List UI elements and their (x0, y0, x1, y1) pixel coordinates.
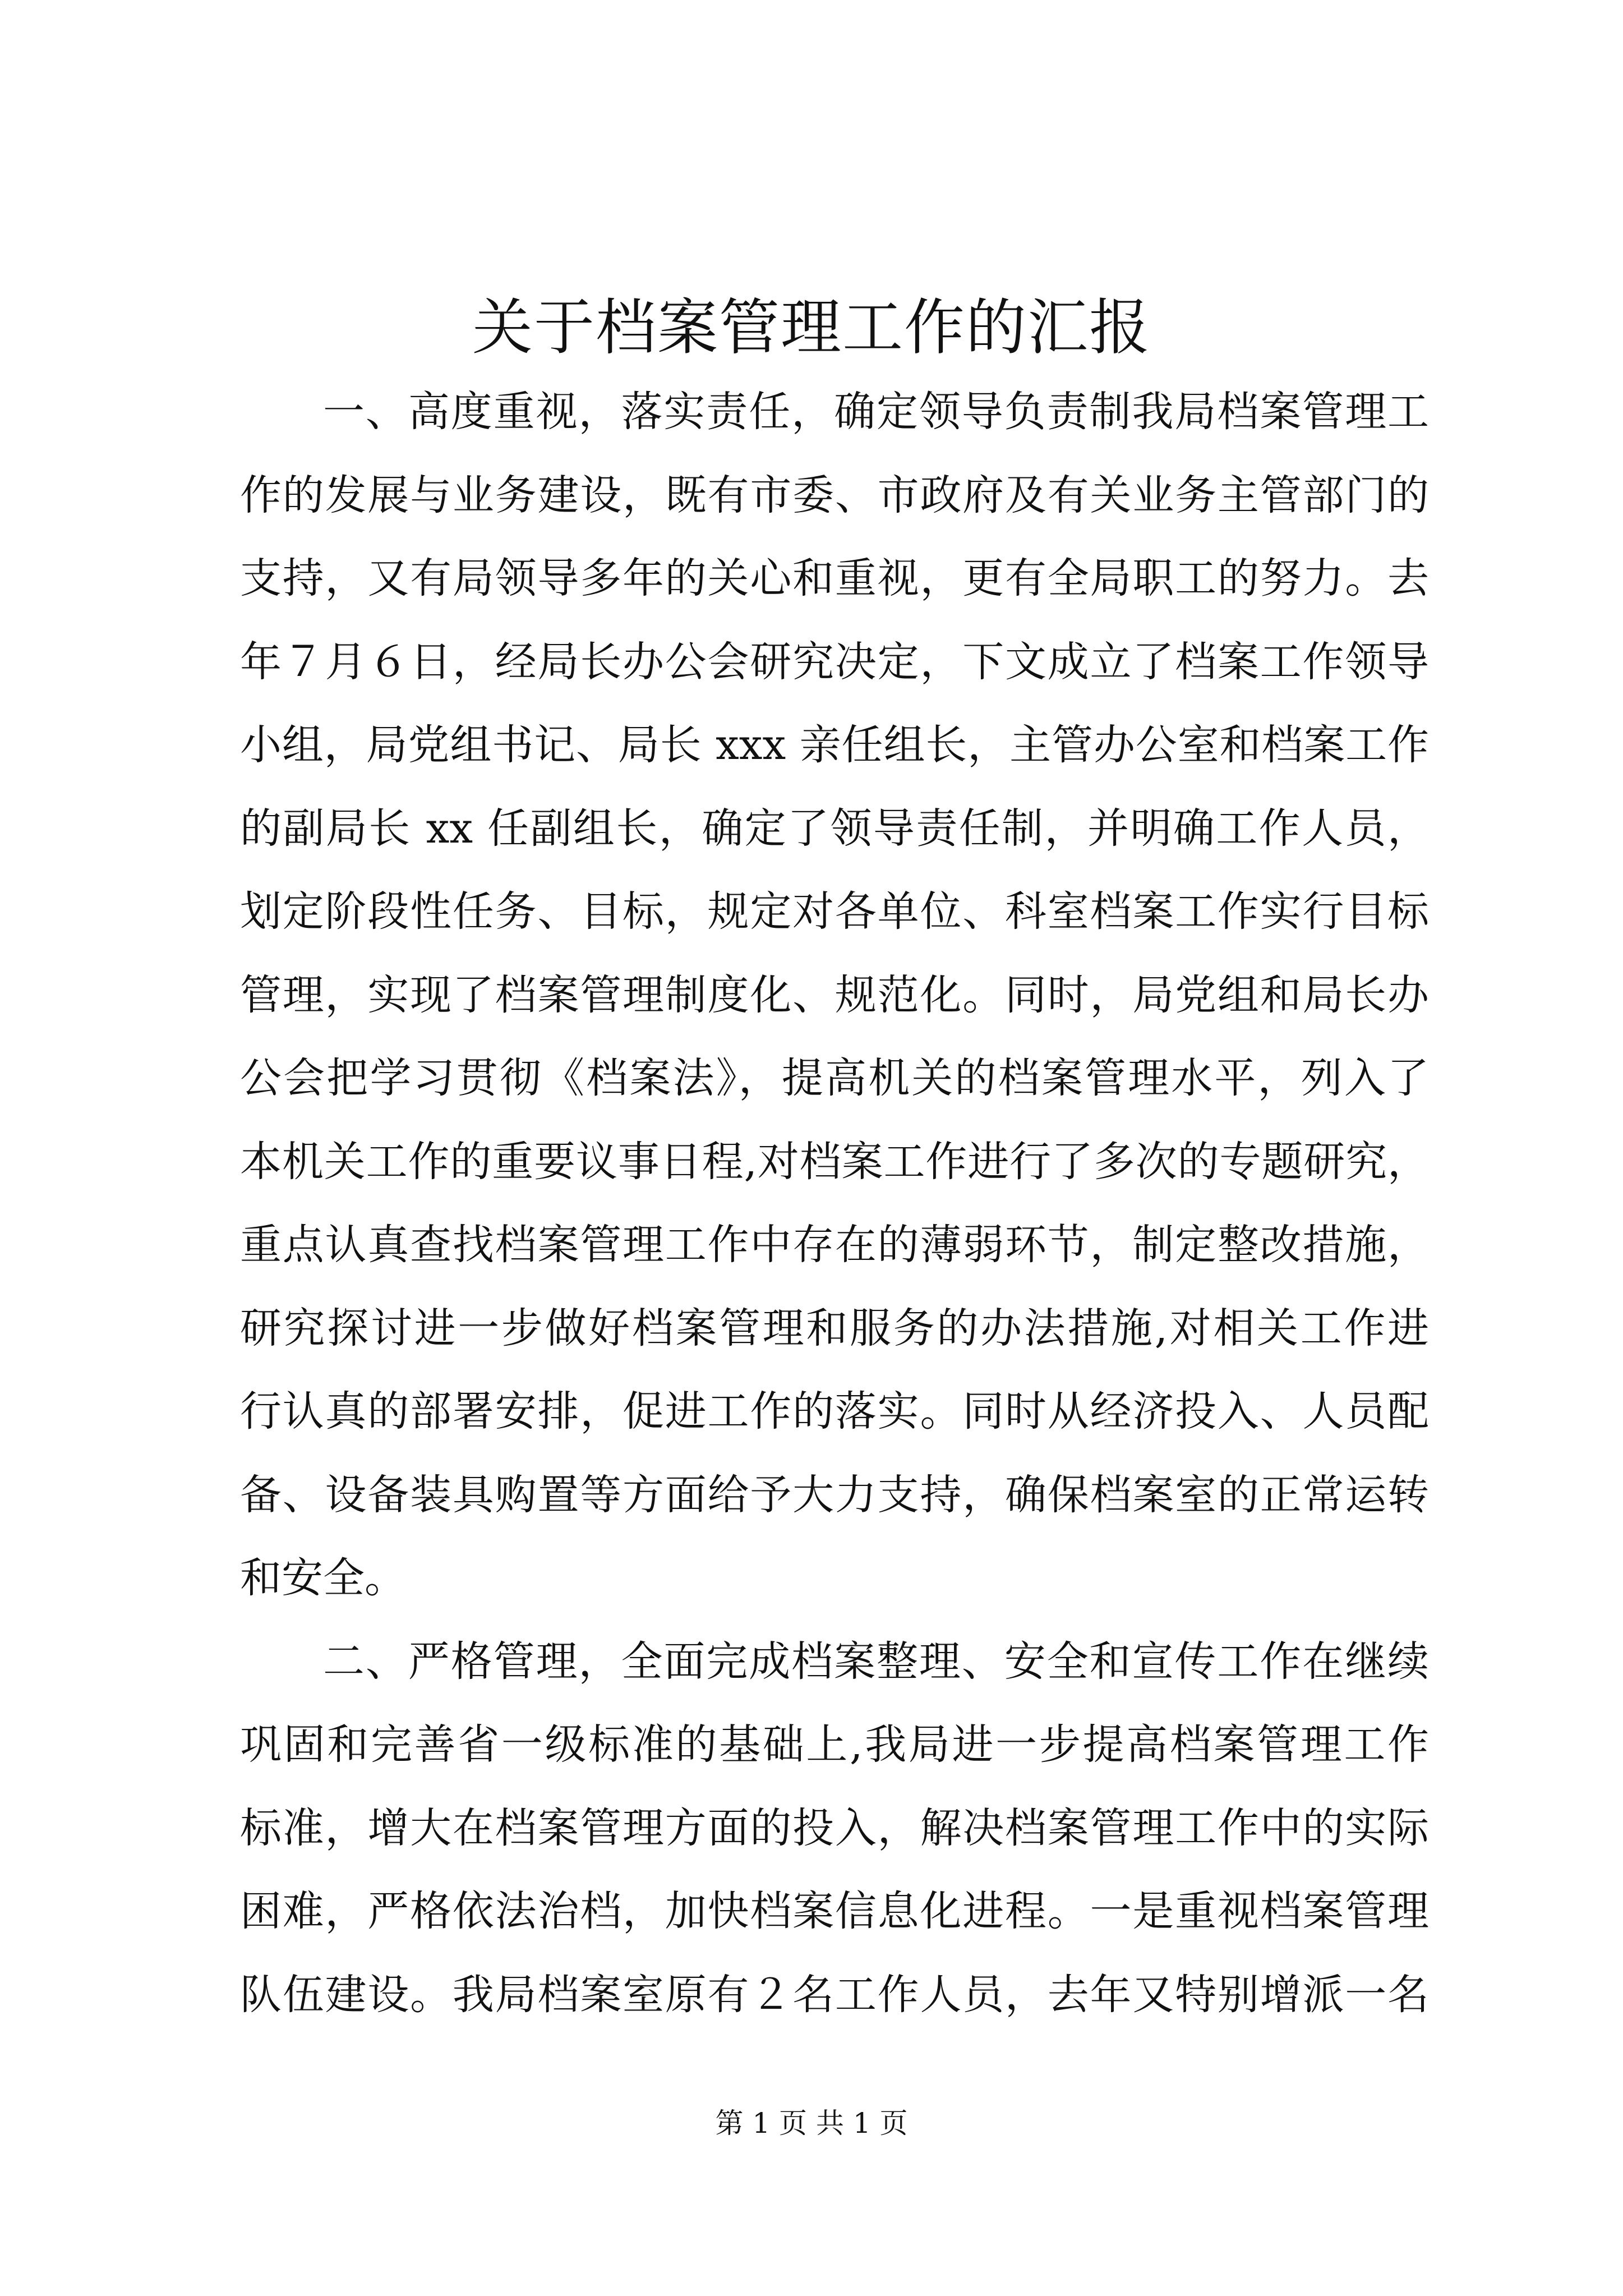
paragraph-line: 管理，实现了档案管理制度化、规范化。同时，局党组和局长办 (240, 970, 1429, 1019)
document-body (240, 370, 1429, 2036)
paragraph-line: 队伍建设。我局档案室原有２名工作人员，去年又特别增派一名 (240, 1970, 1429, 2019)
page-footer: 第 1 页 共 1 页 (715, 2107, 908, 2139)
paragraph-line: 标准，增大在档案管理方面的投入，解决档案管理工作中的实际 (240, 1803, 1429, 1852)
document-title: 关于档案管理工作的汇报 (472, 293, 1151, 363)
paragraph-line: 小组，局党组书记、局长 xxx 亲任组长，主管办公室和档案工作 (240, 721, 1429, 769)
paragraph-line: 划定阶段性任务、目标，规定对各单位、科室档案工作实行目标 (240, 887, 1429, 936)
paragraph-line: 巩固和完善省一级标准的基础上,我局进一步提高档案管理工作 (240, 1720, 1429, 1769)
paragraph-line: 行认真的部署安排，促进工作的落实。同时从经济投入、人员配 (240, 1387, 1429, 1435)
paragraph-line: 本机关工作的重要议事日程,对档案工作进行了多次的专题研究， (240, 1137, 1429, 1186)
paragraph-line: 研究探讨进一步做好档案管理和服务的办法措施,对相关工作进 (240, 1304, 1429, 1352)
paragraph-line: 的副局长 xx 任副组长，确定了领导责任制，并明确工作人员， (240, 804, 1429, 853)
paragraph-line: 困难，严格依法治档，加快档案信息化进程。一是重视档案管理 (240, 1887, 1429, 1935)
paragraph-line: 和安全。 (240, 1554, 406, 1602)
paragraph-line: 重点认真查找档案管理工作中存在的薄弱环节，制定整改措施， (240, 1221, 1429, 1269)
paragraph-line: 作的发展与业务建设，既有市委、市政府及有关业务主管部门的 (240, 471, 1429, 519)
paragraph-line: 支持，又有局领导多年的关心和重视，更有全局职工的努力。去 (240, 554, 1429, 602)
paragraph-line: 二、严格管理，全面完成档案整理、安全和宣传工作在继续 (323, 1637, 1429, 1686)
paragraph-line: 公会把学习贯彻《档案法》，提高机关的档案管理水平，列入了 (240, 1054, 1429, 1102)
paragraph-line: 备、设备装具购置等方面给予大力支持，确保档案室的正常运转 (240, 1470, 1429, 1519)
paragraph-line: 年７月６日，经局长办公会研究决定，下文成立了档案工作领导 (240, 637, 1429, 686)
paragraph-line: 一、高度重视，落实责任，确定领导负责制我局档案管理工 (323, 388, 1429, 436)
